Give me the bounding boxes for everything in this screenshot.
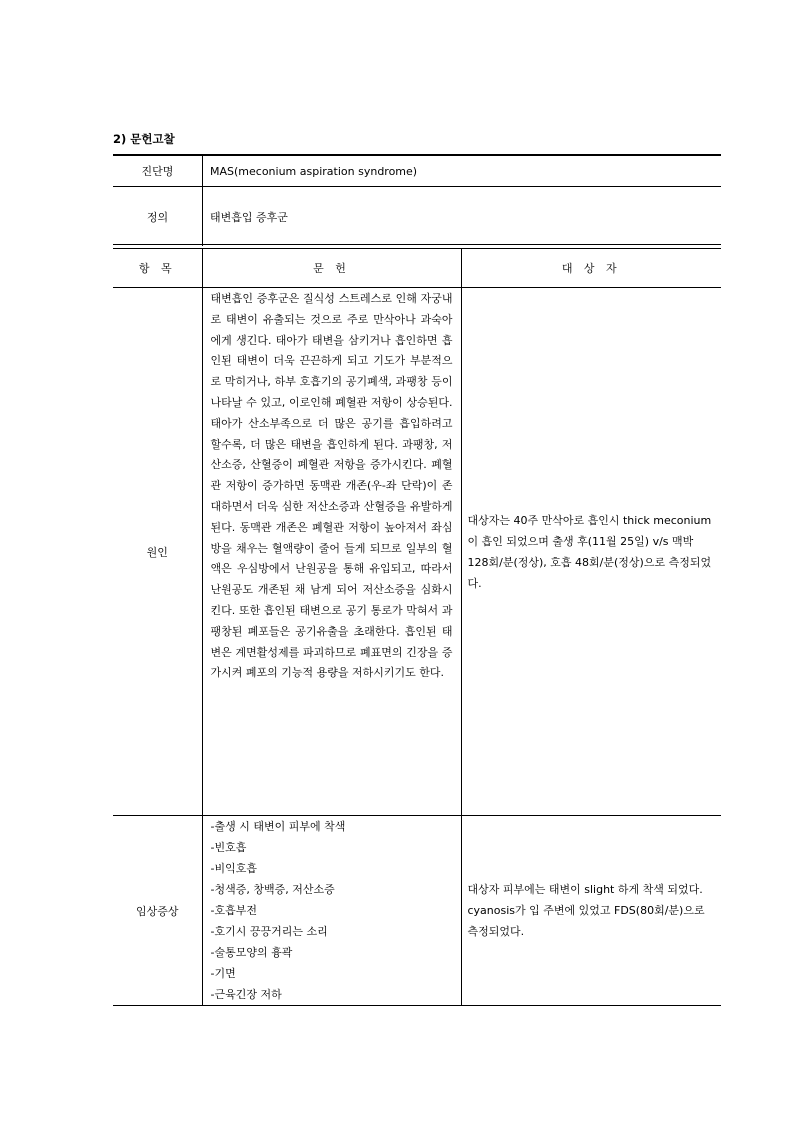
literature-table <box>113 249 721 1006</box>
section-title: 2) 문헌고찰 <box>113 132 175 146</box>
header-literature: 문 헌 <box>202 249 461 288</box>
symptom-item: -기면 <box>210 967 236 980</box>
symptom-item: -청색증, 창백증, 저산소증 <box>210 883 335 896</box>
definition-value: 태변흡입 증후군 <box>210 210 288 224</box>
diagnosis-row <box>113 155 721 187</box>
diagnosis-table <box>113 154 721 246</box>
symptom-item: -비익호흡 <box>210 862 257 875</box>
symptom-item: -빈호흡 <box>210 841 247 854</box>
header-row <box>113 249 721 288</box>
header-item: 항 목 <box>113 249 202 288</box>
definition-row <box>113 187 721 247</box>
definition-label: 정의 <box>113 187 203 247</box>
cause-subject: 대상자는 40주 만삭아로 흡인시 thick meconium이 흡인 되었으며 출생 후(11월 25일) v/s 맥박 128회/분(정상), 호흡 48회/분(정상)으로 측정되었다. <box>467 513 712 590</box>
cause-row <box>113 288 721 816</box>
symptoms-list <box>203 816 461 1005</box>
diagnosis-value: MAS(meconium aspiration syndrome) <box>203 155 722 187</box>
symptom-item: -호흡부전 <box>210 904 257 917</box>
symptoms-label: 임상증상 <box>113 816 202 1006</box>
cause-literature: 태변흡인 증후군은 질식성 스트레스로 인해 자궁내로 태변이 유출되는 것으로 주로 만삭아나 과숙아에게 생긴다. 태아가 태변을 삼키거나 흡인하면 흡인된 태변이 더욱 끈끈하게 되고 기도가 부분적으로 막히거나, 하부 호흡기의 공기폐색, 과팽창 등이 나타날 수 있고, 이로인해 폐혈관 저항이 상승된다. 태아가 산소부족으로 더 많은 공기를 흡입하려고 할수록, 더 많은 태변을 흡인하게 된다. 과팽창, 저산소증, 산혈증이 폐혈관 저항을 증가시킨다. 폐혈관 저항이 증가하면 동맥관 개존(우-좌 단락)이 존대하면서 더욱 심한 저산소증과 산혈증을 유발하게 된다. 동맥관 개존은 폐혈관 저항이 높아져서 좌심방을 채우는 혈액량이 줄어 들게 되므로 일부의 혈액은 우심방에서 난원공을 통해 유입되고, 따라서 난원공도 개존된 채 남게 되어 저산소증을 심화시킨다. 또한 흡인된 태변으로 공기 통로가 막혀서 과팽창된 폐포들은 공기유출을 초래한다. 흡인된 태변은 계면활성제를 파괴하므로 폐표면의 긴장을 증가시켜 폐포의 기능적 용량을 저하시키기도 한다. <box>210 292 453 680</box>
symptoms-subject: 대상자 피부에는 태변이 slight 하게 착색 되었다. cyanosis가 입 주변에 있었고 FDS(80회/분)으로 측정되었다. <box>467 883 705 938</box>
symptom-item: -술통모양의 흉곽 <box>210 946 293 959</box>
symptom-item: -호기시 끙끙거리는 소리 <box>210 925 328 938</box>
cause-label: 원인 <box>113 288 202 816</box>
diagnosis-label: 진단명 <box>113 155 203 187</box>
header-subject: 대 상 자 <box>461 249 721 288</box>
symptoms-row <box>113 816 721 1006</box>
symptom-item: -근육긴장 저하 <box>210 988 282 1001</box>
symptom-item: -출생 시 태변이 피부에 착색 <box>210 820 346 833</box>
